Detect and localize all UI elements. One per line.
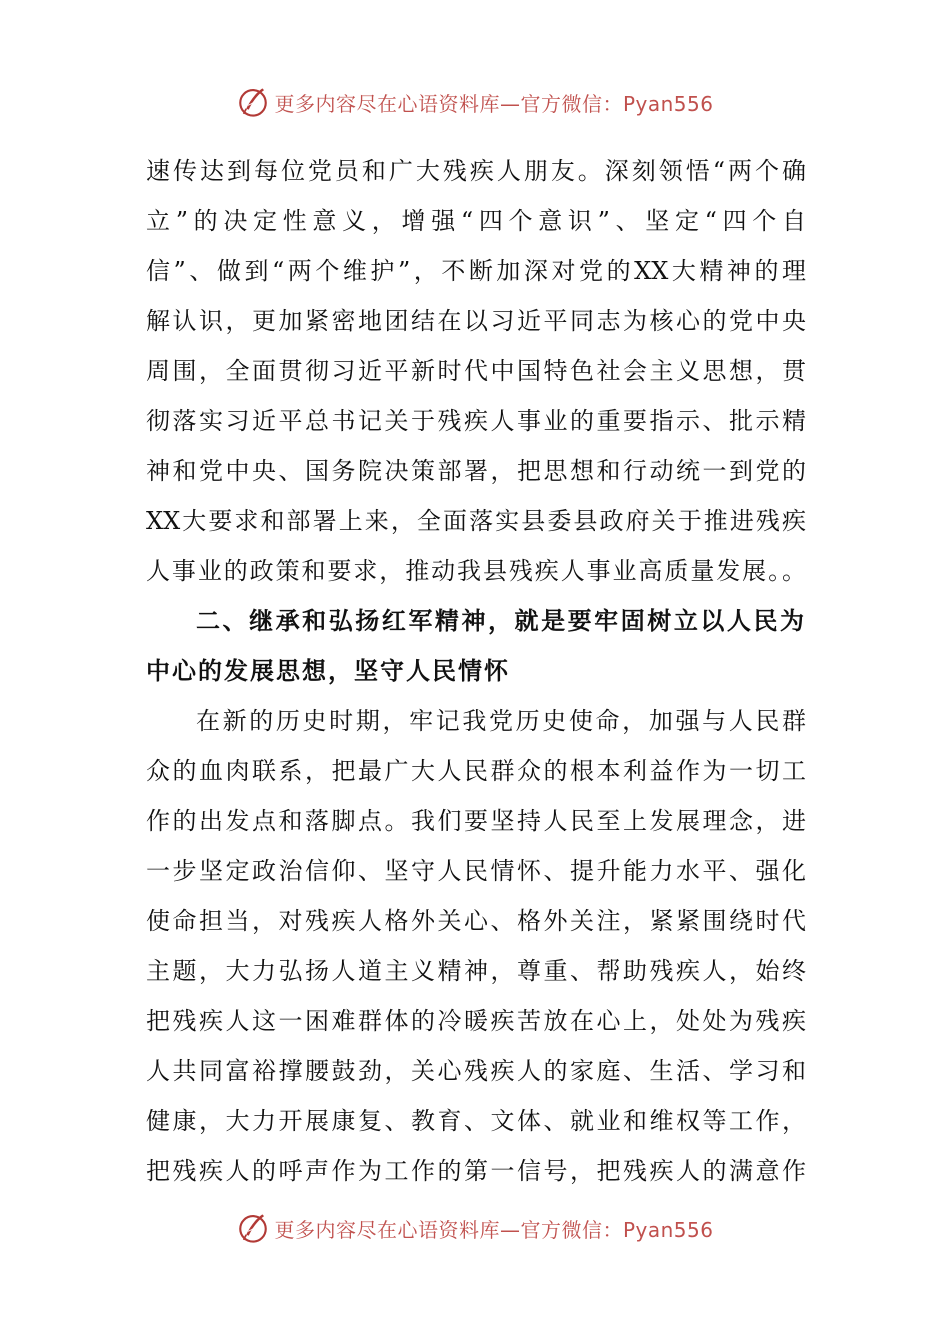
- body-line: 健康，大力开展康复、教育、文体、就业和维权等工作，: [146, 1107, 806, 1135]
- body-line: 众的血肉联系，把最广大人民群众的根本利益作为一切工: [146, 757, 806, 785]
- header-banner-text: 更多内容尽在心语资料库—官方微信：Pyan556: [274, 91, 714, 116]
- body-line: 作的出发点和落脚点。我们要坚持人民至上发展理念，进: [146, 807, 806, 835]
- paragraph-start: 在新的历史时期，牢记我党历史使命，加强与人民群: [196, 707, 806, 735]
- section-heading: 二、继承和弘扬红军精神，就是要牢固树立以人民为: [196, 607, 806, 635]
- body-line: 人事业的政策和要求，推动我县残疾人事业高质量发展。。: [146, 557, 806, 585]
- body-line: 神和党中央、国务院决策部署，把思想和行动统一到党的: [146, 457, 806, 485]
- body-line: 速传达到每位党员和广大残疾人朋友。深刻领悟“两个确: [146, 157, 806, 185]
- body-line: 解认识，更加紧密地团结在以习近平同志为核心的党中央: [146, 307, 806, 335]
- footer-banner-text: 更多内容尽在心语资料库—官方微信：Pyan556: [274, 1217, 714, 1242]
- body-line: XX大要求和部署上来，全面落实县委县政府关于推进残疾: [146, 507, 806, 535]
- body-line: 一步坚定政治信仰、坚守人民情怀、提升能力水平、强化: [146, 857, 806, 885]
- body-line: 把残疾人这一困难群体的冷暖疾苦放在心上，处处为残疾: [146, 1007, 806, 1035]
- header-banner: [0, 82, 950, 122]
- section-heading-continued: 中心的发展思想，坚守人民情怀: [146, 657, 510, 685]
- body-line: 周围，全面贯彻习近平新时代中国特色社会主义思想，贯: [146, 357, 806, 385]
- body-line: 使命担当，对残疾人格外关心、格外关注，紧紧围绕时代: [146, 907, 806, 935]
- body-line: 立”的决定性意义，增强“四个意识”、坚定“四个自: [146, 207, 806, 235]
- quill-pen-logo-icon: [236, 1211, 270, 1245]
- footer-banner: [0, 1208, 950, 1248]
- body-line: 彻落实习近平总书记关于残疾人事业的重要指示、批示精: [146, 407, 806, 435]
- body-line: 把残疾人的呼声作为工作的第一信号，把残疾人的满意作: [146, 1157, 806, 1185]
- body-line: 人共同富裕撑腰鼓劲，关心残疾人的家庭、生活、学习和: [146, 1057, 806, 1085]
- document-body: [146, 146, 806, 1196]
- quill-pen-logo-icon: [236, 85, 270, 119]
- body-line: 主题，大力弘扬人道主义精神，尊重、帮助残疾人，始终: [146, 957, 806, 985]
- body-line: 信”、做到“两个维护”，不断加深对党的XX大精神的理: [146, 257, 806, 285]
